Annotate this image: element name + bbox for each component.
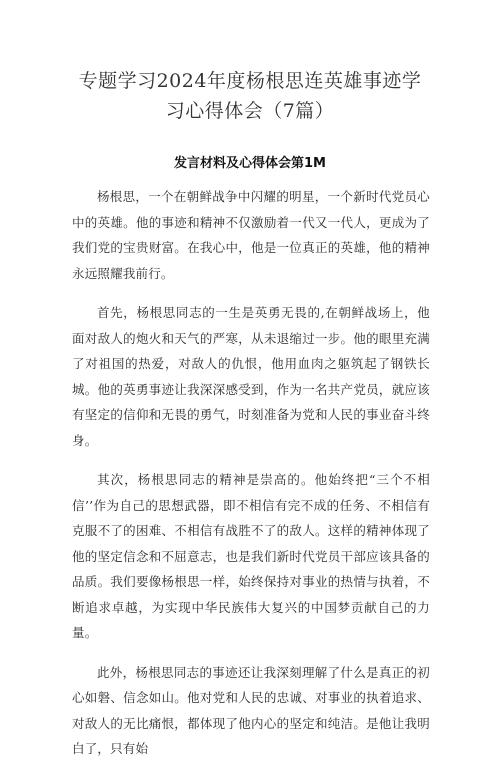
- document-body: [72, 184, 430, 776]
- body-paragraph-4: 此外，杨根思同志的事迹还让我深刻理解了什么是真正的初心如磐、信念如山。他对党和人民的忠诚、对事业的执着追求、对敌人的无比痛恨，都体现了他内心的坚定和纯洁。是他让我明白了，只有始: [72, 664, 430, 756]
- document-title: 专题学习2024年度杨根思连英雄事迹学习心得体会（7篇）: [78, 70, 422, 122]
- body-paragraph-2: 首先，杨根思同志的一生是英勇无畏的,在朝鲜战场上，他面对敌人的炮火和天气的严寒，从未退缩过一步。他的眼里充满了对祖国的热爱，对敌人的仇恨，他用血肉之躯筑起了钢铁长城。他的英勇事迹让我深深感受到，作为一名共产党员，就应该有坚定的信仰和无畏的勇气，时刻准备为党和人民的事业奋斗终身。: [72, 305, 430, 448]
- section-heading: 发言材料及心得体会第1M: [174, 156, 326, 171]
- body-paragraph-1: 杨根思，一个在朝鲜战争中闪耀的明星，一个新时代党员心中的英雄。他的事迹和精神不仅激励着一代又一代人，更成为了我们党的宝贵财富。在我心中，他是一位真正的英雄，他的精神永远照耀我前行。: [72, 189, 430, 281]
- body-paragraph-3: 其次，杨根思同志的精神是崇高的。他始终把“三个不相信’’作为自己的思想武器，即不相信有完不成的任务、不相信有克服不了的困难、不相信有战胜不了的敌人。这样的精神体现了他的坚定信念和不屈意志，也是我们新时代党员干部应该具备的品质。我们要像杨根思一样，始终保持对事业的热情与执着，不断追求卓越，为实现中华民族伟大复兴的中国梦贡献自己的力量。: [72, 472, 430, 640]
